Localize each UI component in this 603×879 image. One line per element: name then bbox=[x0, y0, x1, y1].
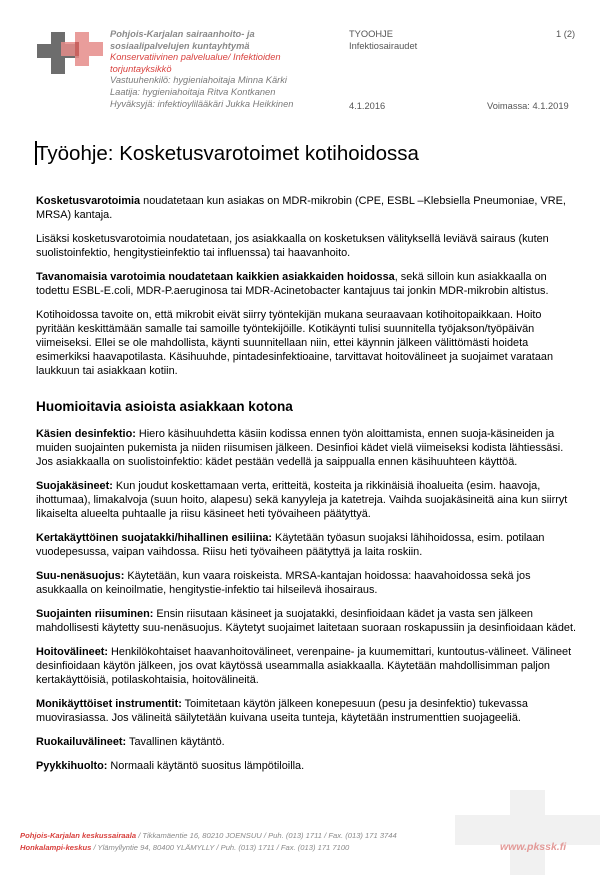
list-item bbox=[36, 645, 582, 687]
intro-bold-1: Kosketusvarotoimia bbox=[36, 195, 141, 207]
valid-until: Voimassa: 4.1.2019 bbox=[487, 101, 569, 111]
document-body bbox=[36, 194, 582, 783]
item-label: Ruokailuvälineet: bbox=[36, 736, 127, 748]
item-label: Käsien desinfektio: bbox=[36, 428, 136, 440]
footer-line-2 bbox=[20, 842, 397, 854]
document-category: Infektiosairaudet bbox=[349, 40, 418, 51]
intro-text-3: , sekä silloin kun asiakkaalla on todettu ESBL-E.coli, MDR-P.aeruginosa tai MDR-Acinetobacter kantajuus tai jonkin MDR-mikrobin altistus. bbox=[36, 271, 549, 297]
website-link[interactable]: www.pkssk.fi bbox=[500, 841, 567, 853]
footer-center-contact: / Ylämyllyntie 94, 80400 YLÄMYLLY / Puh. (013) 1711 / Fax. (013) 171 7100 bbox=[91, 843, 350, 852]
item-text: Tavallinen käytäntö. bbox=[126, 736, 225, 748]
footer bbox=[20, 830, 397, 854]
list-item bbox=[36, 569, 582, 597]
list-item bbox=[36, 735, 582, 749]
intro-paragraph-3 bbox=[36, 270, 582, 298]
footer-line-1 bbox=[20, 830, 397, 842]
list-item bbox=[36, 427, 582, 469]
item-text: Toimitetaan käytön jälkeen konepesuun (pesu ja desinfektio) tukevassa muovirasiassa. Jos välineitä säilytetään kuivana useita tunteja, käytetään instrumenttien suojageeliä. bbox=[36, 698, 528, 724]
item-label: Hoitovälineet: bbox=[36, 646, 109, 658]
intro-paragraph-1 bbox=[36, 194, 582, 222]
section-heading: Huomioitavia asioista asiakkaan kotona bbox=[36, 399, 293, 414]
list-item bbox=[36, 697, 582, 725]
intro-paragraph-2: Lisäksi kosketusvarotoimia noudatetaan, jos asiakkaalla on kosketuksen välityksellä leviävä sairaus (kuten suolistoinfektio, hengitystieinfektio tai influenssa) tai haavanhoito. bbox=[36, 233, 549, 259]
intro-bold-3: Tavanomaisia varotoimia noudatetaan kaikkien asiakkaiden hoidossa bbox=[36, 271, 395, 283]
item-label: Monikäyttöiset instrumentit: bbox=[36, 698, 182, 710]
list-item bbox=[36, 607, 582, 635]
watermark-cross-icon bbox=[450, 790, 600, 875]
organization-block bbox=[110, 29, 345, 110]
item-text: Käytetään työasun suojaksi lähihoidossa, esim. potilaan vuodepesussa, vaipan vaihdossa. Riisu heti työvaiheen päätyttyä ja laita roskiin. bbox=[36, 532, 545, 558]
responsible-person: Vastuuhenkilö: hygieniahoitaja Minna Kärki bbox=[110, 75, 287, 86]
intro-paragraph-4: Kotihoidossa tavoite on, että mikrobit eivät siirry työntekijän mukana seuraavaan kotihoitopaikkaan. Hoito pyritään keskittämään samalle tai samoille työntekijöille. Kotikäynti tulisi suunnitella työjakson/työpäivän viimeiseksi. Ellei se ole mahdollista, käynti suunnitellaan niin, ettei käynnin jälkeen välittömästi hoideta esimerkiksi haavapotilasta. Käsihuuhde, pintadesinfektioaine, tarvittavat hoitovälineet ja suojaimet varataan laukkuun tai asiakkaan kotiin. bbox=[36, 309, 554, 377]
list-item bbox=[36, 759, 582, 773]
footer-center-name: Honkalampi-keskus bbox=[20, 843, 92, 852]
page-title: Työohje: Kosketusvarotoimet kotihoidossa bbox=[36, 142, 419, 165]
footer-hospital-contact: / Tikkamäentie 16, 80210 JOENSUU / Puh. (013) 1711 / Fax. (013) 171 3744 bbox=[136, 831, 397, 840]
intro-text-1: noudatetaan kun asiakas on MDR-mikrobin (CPE, ESBL –Klebsiella Pneumoniae, VRE, MRSA) kantaja. bbox=[36, 195, 566, 221]
list-item bbox=[36, 531, 582, 559]
item-label: Suojainten riisuminen: bbox=[36, 608, 154, 620]
item-label: Kertakäyttöinen suojatakki/hihallinen esiliina: bbox=[36, 532, 273, 544]
item-label: Pyykkihuolto: bbox=[36, 760, 108, 772]
item-label: Suu-nenäsuojus: bbox=[36, 570, 125, 582]
page-number: 1 (2) bbox=[556, 29, 576, 39]
document-approver: Hyväksyjä: infektioylilääkäri Jukka Heikkinen bbox=[110, 98, 294, 109]
unit-line1: Konservatiivinen palvelualue/ Infektioiden bbox=[110, 52, 281, 63]
document-date: 4.1.2016 bbox=[349, 101, 386, 111]
org-name-line1: Pohjois-Karjalan sairaanhoito- ja bbox=[110, 29, 255, 39]
footer-hospital-name: Pohjois-Karjalan keskussairaala bbox=[20, 831, 137, 840]
item-text: Henkilökohtaiset haavanhoitovälineet, verenpaine- ja kuumemittari, kuntoutus-välineet. Välineet desinfioidaan käytön jälkeen, jos ovat käytössä useammalla asiakkaalla. Käytetään mahdollisimman paljon kertakäyttöisiä, potilaskohtaisia, hoitovälineitä. bbox=[36, 646, 572, 686]
pkssk-logo-icon bbox=[37, 32, 103, 74]
document-type-block bbox=[349, 29, 417, 52]
item-text: Kun joudut koskettamaan verta, eritteitä, kosteita ja rikkinäisiä ihoalueita (esim. haavoja, ihottumaa), limakalvoja (suun hoito, alapesu) sekä kanyyleja ja katetreja. Vaihda suojakäsineitä aina kun siirryt likaiselta alueelta puhtaalle ja riisu käsineet heti työvaiheen päätyttyä. bbox=[36, 480, 568, 520]
item-text: Käytetään, kun vaara roiskeista. MRSA-kantajan hoidossa: haavahoidossa sekä jos asukkaalla on keinoilmatie, hengitystie-infektio tai hilseilevä ihosairaus. bbox=[36, 570, 531, 596]
item-label: Suojakäsineet: bbox=[36, 480, 113, 492]
document-type: TYOOHJE bbox=[349, 29, 393, 39]
unit-line2: torjuntayksikkö bbox=[110, 63, 172, 74]
item-text: Hiero käsihuuhdetta käsiin kodissa ennen työn aloittamista, ennen suoja-käsineiden ja muiden suojainten pukemista ja niiden riisumisen jälkeen. Desinfioi kädet vielä viimeiseksi kodista lähtiessäsi. Jos asiakkaalla on suolistoinfektio: kädet pestään vedellä ja saippualla ennen käsihuuhteen käyttöä. bbox=[36, 428, 564, 468]
document-author: Laatija: hygieniahoitaja Ritva Kontkanen bbox=[110, 86, 276, 97]
list-item bbox=[36, 479, 582, 521]
org-name-line2: sosiaalipalvelujen kuntayhtymä bbox=[110, 40, 250, 51]
item-text: Ensin riisutaan käsineet ja suojatakki, desinfioidaan kädet ja vasta sen jälkeen mahdollisesti käytetty suu-nenäsuojus. Käytetyt suojaimet laitetaan suoraan roskapussiin ja desinfioidaan kädet. bbox=[36, 608, 577, 634]
item-text: Normaali käytäntö suositus lämpötiloilla. bbox=[107, 760, 305, 772]
